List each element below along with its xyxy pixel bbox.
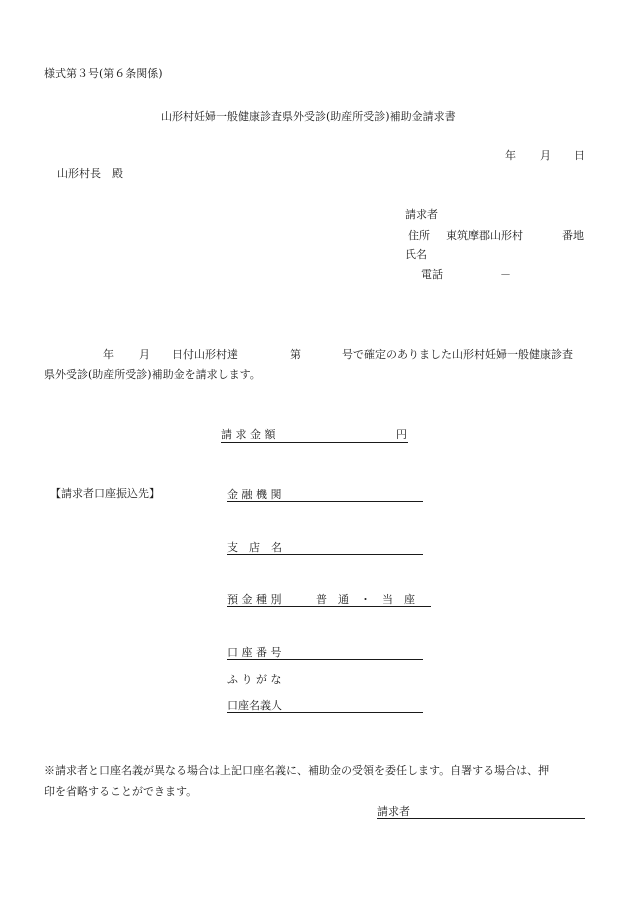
- holder-line: [227, 712, 423, 713]
- account-no-label: 口 座 番 号: [227, 646, 282, 659]
- note-line2: 印を省略することができます。: [44, 785, 198, 798]
- branch-label: 支 店 名: [227, 541, 282, 554]
- signature-label: 請求者: [377, 805, 410, 818]
- amount-line: [221, 442, 408, 443]
- body-year: 年: [103, 348, 114, 361]
- address-label: 住所: [408, 229, 430, 242]
- amount-label: 請 求 金 額: [221, 428, 276, 441]
- form-number: 様式第３号(第６条関係): [44, 67, 163, 80]
- address-value: 東筑摩郡山形村: [446, 229, 523, 242]
- bank-section-label: 【請求者口座振込先】: [50, 487, 160, 500]
- body-line1-rest: 号で確定のありました山形村妊婦一般健康診査: [342, 348, 573, 361]
- branch-line: [227, 554, 423, 555]
- date-day: 日: [574, 149, 585, 162]
- addressee: 山形村長 殿: [57, 167, 123, 180]
- holder-label: 口座名義人: [227, 699, 282, 712]
- account-no-line: [227, 659, 423, 660]
- address-suffix: 番地: [562, 229, 584, 242]
- body-number: 第: [290, 348, 301, 361]
- date-year: 年: [505, 149, 516, 162]
- signature-line: [377, 818, 585, 819]
- furigana-label: ふ り が な: [227, 673, 282, 686]
- deposit-type-options: 普 通 ・ 当 座: [316, 593, 415, 606]
- body-month: 月: [139, 348, 150, 361]
- name-label: 氏名: [405, 248, 427, 261]
- requester-label: 請求者: [405, 208, 438, 221]
- body-dated: 日付山形村達: [172, 348, 238, 361]
- institution-line: [227, 501, 423, 502]
- phone-label: 電話: [421, 268, 443, 281]
- amount-unit: 円: [396, 428, 407, 441]
- deposit-type-line: [227, 606, 431, 607]
- deposit-type-label: 預 金 種 別: [227, 593, 282, 606]
- document-title: 山形村妊婦一般健康診査県外受診(助産所受診)補助金請求書: [161, 110, 456, 123]
- note-line1: ※請求者と口座名義が異なる場合は上記口座名義に、補助金の受領を委任します。自署する場合は、押: [44, 764, 550, 777]
- phone-separator: －: [500, 268, 511, 281]
- body-line2: 県外受診(助産所受診)補助金を請求します。: [44, 368, 261, 381]
- institution-label: 金 融 機 関: [227, 488, 282, 501]
- date-month: 月: [540, 149, 551, 162]
